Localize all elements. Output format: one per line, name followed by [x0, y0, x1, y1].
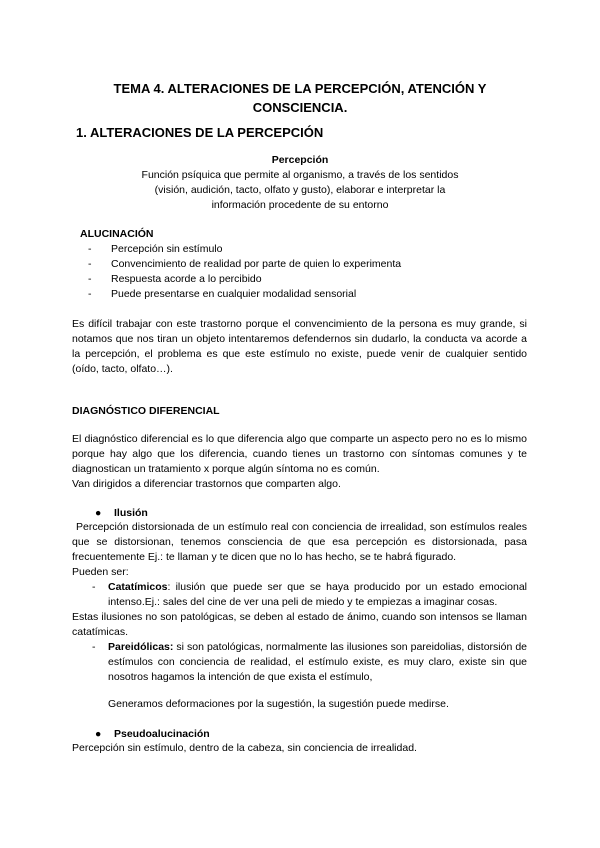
dash-bullet: -: [88, 288, 92, 300]
definition-text: Función psíquica que permite al organismo, a través de los sentidos (visión, audición, tacto, olfato y gusto), elaborar e interpretar la información procedente de su entorno: [141, 169, 459, 211]
catatimicos-label: Catatímicos: [108, 581, 168, 593]
diagnostico-paragraph: El diagnóstico diferencial es lo que diferencia algo que comparte un aspecto pero no es lo mismo porque hay algo que los diferencia, cuando tienes un trastorno con síntomas comunes y te diagnostican un tratamiento x porque algún síntoma no es común. Van dirigidos a diferenciar trastornos que comparten algo.: [72, 433, 527, 490]
ilusion-paragraph: Percepción distorsionada de un estímulo real con conciencia de irrealidad, son estímulos reales que se distorsionan, tenemos consciencia de que esa percepción es distorsionada, pasa frecuentemente Ej.: te llaman y te dicen que no lo has hecho, se te habrá figurado. Pueden ser:: [72, 521, 527, 578]
list-item: - Respuesta acorde a lo percibido: [88, 273, 262, 285]
document-title: TEMA 4. ALTERACIONES DE LA PERCEPCIÓN, ATENCIÓN Y CONSCIENCIA.: [113, 81, 487, 115]
alucinacion-paragraph: Es difícil trabajar con este trastorno porque el convencimiento de la persona es muy grande, si notamos que nos tiran un objeto intentaremos defendernos sin dudarlo, la conducta va acorde a la percepción, el problema es que este estímulo no existe, puede venir de cualquier sentido (oído, tacto, olfato…).: [72, 318, 527, 375]
bullet-dot-icon: ●: [95, 728, 102, 740]
list-item: - Percepción sin estímulo: [88, 243, 223, 255]
diagnostico-heading: DIAGNÓSTICO DIFERENCIAL: [72, 405, 220, 417]
alucinacion-list: [88, 242, 401, 302]
list-item: - Puede presentarse en cualquier modalidad sensorial: [88, 288, 357, 300]
pareidolicas-item: - Pareidólicas: si son patológicas, normalmente las ilusiones son pareidolias, distorsión de estímulos con conciencia de realidad, el estímulo existe, es muy claro, existe sin que nosotros hagamos la intención de que exista el estímulo,: [92, 641, 527, 683]
sugestion-paragraph: Generamos deformaciones por la sugestión, la sugestión puede medirse.: [108, 698, 449, 710]
pseudoalucinacion-heading: ● Pseudoalucinación: [95, 728, 210, 740]
section-heading-percepcion: 1. ALTERACIONES DE LA PERCEPCIÓN: [76, 125, 324, 140]
dash-bullet: -: [88, 243, 92, 255]
bullet-dot-icon: ●: [95, 507, 102, 519]
pareidolicas-label: Pareidólicas:: [108, 641, 174, 653]
dash-bullet: -: [88, 258, 92, 270]
estas-ilusiones-paragraph: Estas ilusiones no son patológicas, se deben al estado de ánimo, cuando son intensos se llaman catatímicas.: [72, 611, 527, 638]
ilusion-heading: ● Ilusión: [95, 507, 148, 519]
catatimicos-item: - Catatímicos: ilusión que puede ser que se haya producido por un estado emocional intenso.Ej.: sales del cine de ver una peli de miedo y te empiezas a imaginar cosas.: [92, 581, 527, 608]
dash-bullet: -: [88, 273, 92, 285]
definition-title: Percepción: [271, 154, 329, 166]
alucinacion-heading: ALUCINACIÓN: [80, 228, 154, 240]
list-item: - Convencimiento de realidad por parte de quien lo experimenta: [88, 258, 402, 270]
pseudoalucinacion-paragraph: Percepción sin estímulo, dentro de la cabeza, sin conciencia de irrealidad.: [72, 742, 417, 754]
